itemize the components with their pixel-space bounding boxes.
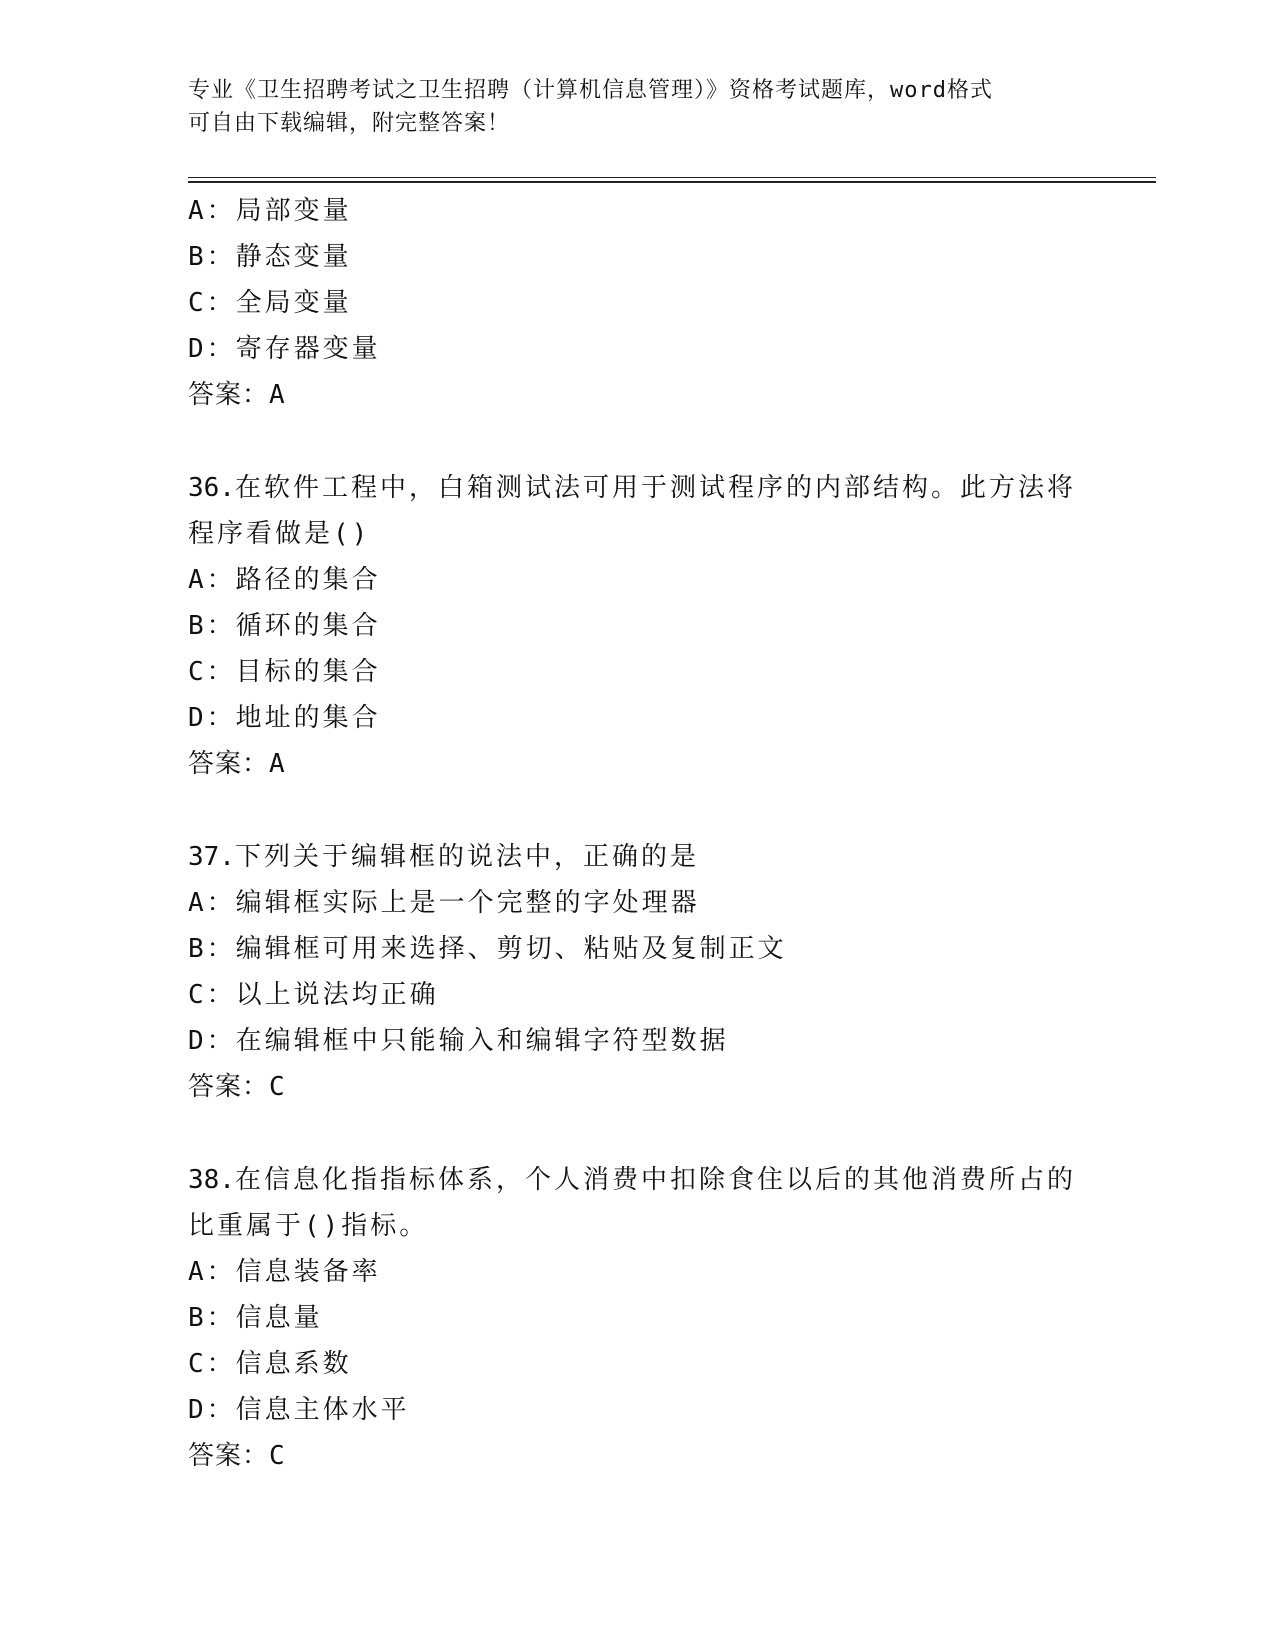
question-stem [188,1157,1088,1203]
answer-label: 答案： [188,1441,270,1471]
option-c: C：全局变量 [188,288,352,318]
option-a: A：信息装备率 [188,1257,381,1287]
header-line-2: 可自由下载编辑，附完整答案！ [188,111,511,136]
question-stem [188,465,1088,511]
question-stem-line-2: 程序看做是() [188,519,371,549]
option-b: B：编辑框可用来选择、剪切、粘贴及复制正文 [188,934,787,964]
option-c: C：信息系数 [188,1349,352,1379]
answer-label: 答案： [188,749,270,779]
option-a: A：路径的集合 [188,565,381,595]
answer-label: 答案： [188,1072,270,1102]
question-37 [188,834,1088,1110]
option-d: D：在编辑框中只能输入和编辑字符型数据 [188,1026,729,1056]
option-b: B：信息量 [188,1303,323,1333]
answer-line [188,1433,1088,1479]
question-35 [188,188,1088,418]
answer-line [188,741,1088,787]
question-36 [188,465,1088,787]
question-stem-line-2: 比重属于()指标。 [188,1211,429,1241]
question-number: 37. [188,842,235,872]
answer-value: A [269,380,288,410]
option-a: A：局部变量 [188,196,352,226]
answer-line [188,1064,1088,1110]
option-d: D：地址的集合 [188,703,381,733]
question-stem-line-1: 在软件工程中，白箱测试法可用于测试程序的内部结构。此方法将 [234,473,1076,503]
answer-value: C [269,1441,288,1471]
question-stem-line-1: 下列关于编辑框的说法中，正确的是 [234,842,699,872]
option-b: B：静态变量 [188,242,352,272]
question-stem-line-1: 在信息化指指标体系，个人消费中扣除食住以后的其他消费所占的 [234,1165,1076,1195]
header-line-1: 专业《卫生招聘考试之卫生招聘（计算机信息管理）》资格考试题库，word格式 [188,78,993,103]
document-header [188,74,1068,140]
question-list [188,188,1088,1479]
option-d: D：信息主体水平 [188,1395,410,1425]
header-divider-thin [188,177,1156,178]
answer-label: 答案： [188,380,270,410]
question-number: 38. [188,1165,235,1195]
question-number: 36. [188,473,235,503]
option-c: C：以上说法均正确 [188,980,439,1010]
option-b: B：循环的集合 [188,611,381,641]
option-c: C：目标的集合 [188,657,381,687]
question-38 [188,1157,1088,1479]
question-stem [188,834,1088,880]
answer-value: A [269,749,288,779]
answer-line [188,372,1088,418]
answer-value: C [269,1072,288,1102]
option-d: D：寄存器变量 [188,334,381,364]
option-a: A：编辑框实际上是一个完整的字处理器 [188,888,700,918]
header-divider-thick [188,181,1156,183]
